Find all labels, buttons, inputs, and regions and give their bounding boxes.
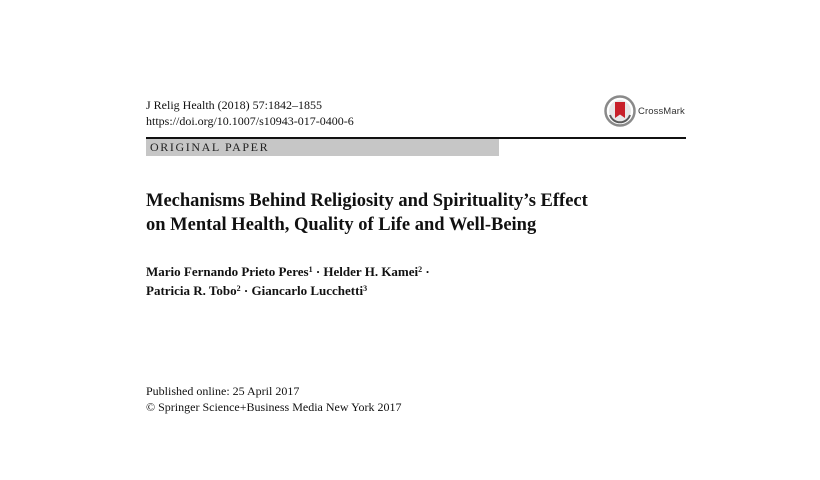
author-name[interactable]: Helder H. Kamei xyxy=(323,264,419,279)
doi-link[interactable]: https://doi.org/10.1007/s10943-017-0400-6 xyxy=(146,114,354,128)
affiliation-marker: 3 xyxy=(363,284,368,293)
author-name[interactable]: Mario Fernando Prieto Peres xyxy=(146,264,309,279)
affiliation-marker: 2 xyxy=(236,284,241,293)
author-separator: · xyxy=(315,264,321,279)
crossmark-badge[interactable] xyxy=(604,94,685,128)
publication-info xyxy=(146,383,402,415)
article-title xyxy=(146,189,706,237)
author-list xyxy=(146,262,430,300)
copyright-notice: © Springer Science+Business Media New York 2017 xyxy=(146,400,402,414)
author-name[interactable]: Patricia R. Tobo xyxy=(146,283,237,298)
author-separator: · xyxy=(425,264,430,279)
title-line-1: Mechanisms Behind Religiosity and Spirituality’s Effect xyxy=(146,191,588,211)
crossmark-label: CrossMark xyxy=(638,105,685,117)
affiliation-marker: 1 xyxy=(308,265,313,274)
affiliation-marker: 2 xyxy=(418,265,423,274)
journal-citation: J Relig Health (2018) 57:1842–1855 xyxy=(146,98,322,112)
title-line-2: on Mental Health, Quality of Life and Well-Being xyxy=(146,215,537,235)
author-name[interactable]: Giancarlo Lucchetti xyxy=(251,283,364,298)
published-online-date: Published online: 25 April 2017 xyxy=(146,384,300,398)
journal-info xyxy=(146,97,354,129)
paper-type-banner: ORIGINAL PAPER xyxy=(146,139,499,156)
author-line-2 xyxy=(146,281,430,300)
crossmark-icon xyxy=(604,95,636,127)
author-separator: · xyxy=(243,283,249,298)
author-line-1 xyxy=(146,262,430,281)
